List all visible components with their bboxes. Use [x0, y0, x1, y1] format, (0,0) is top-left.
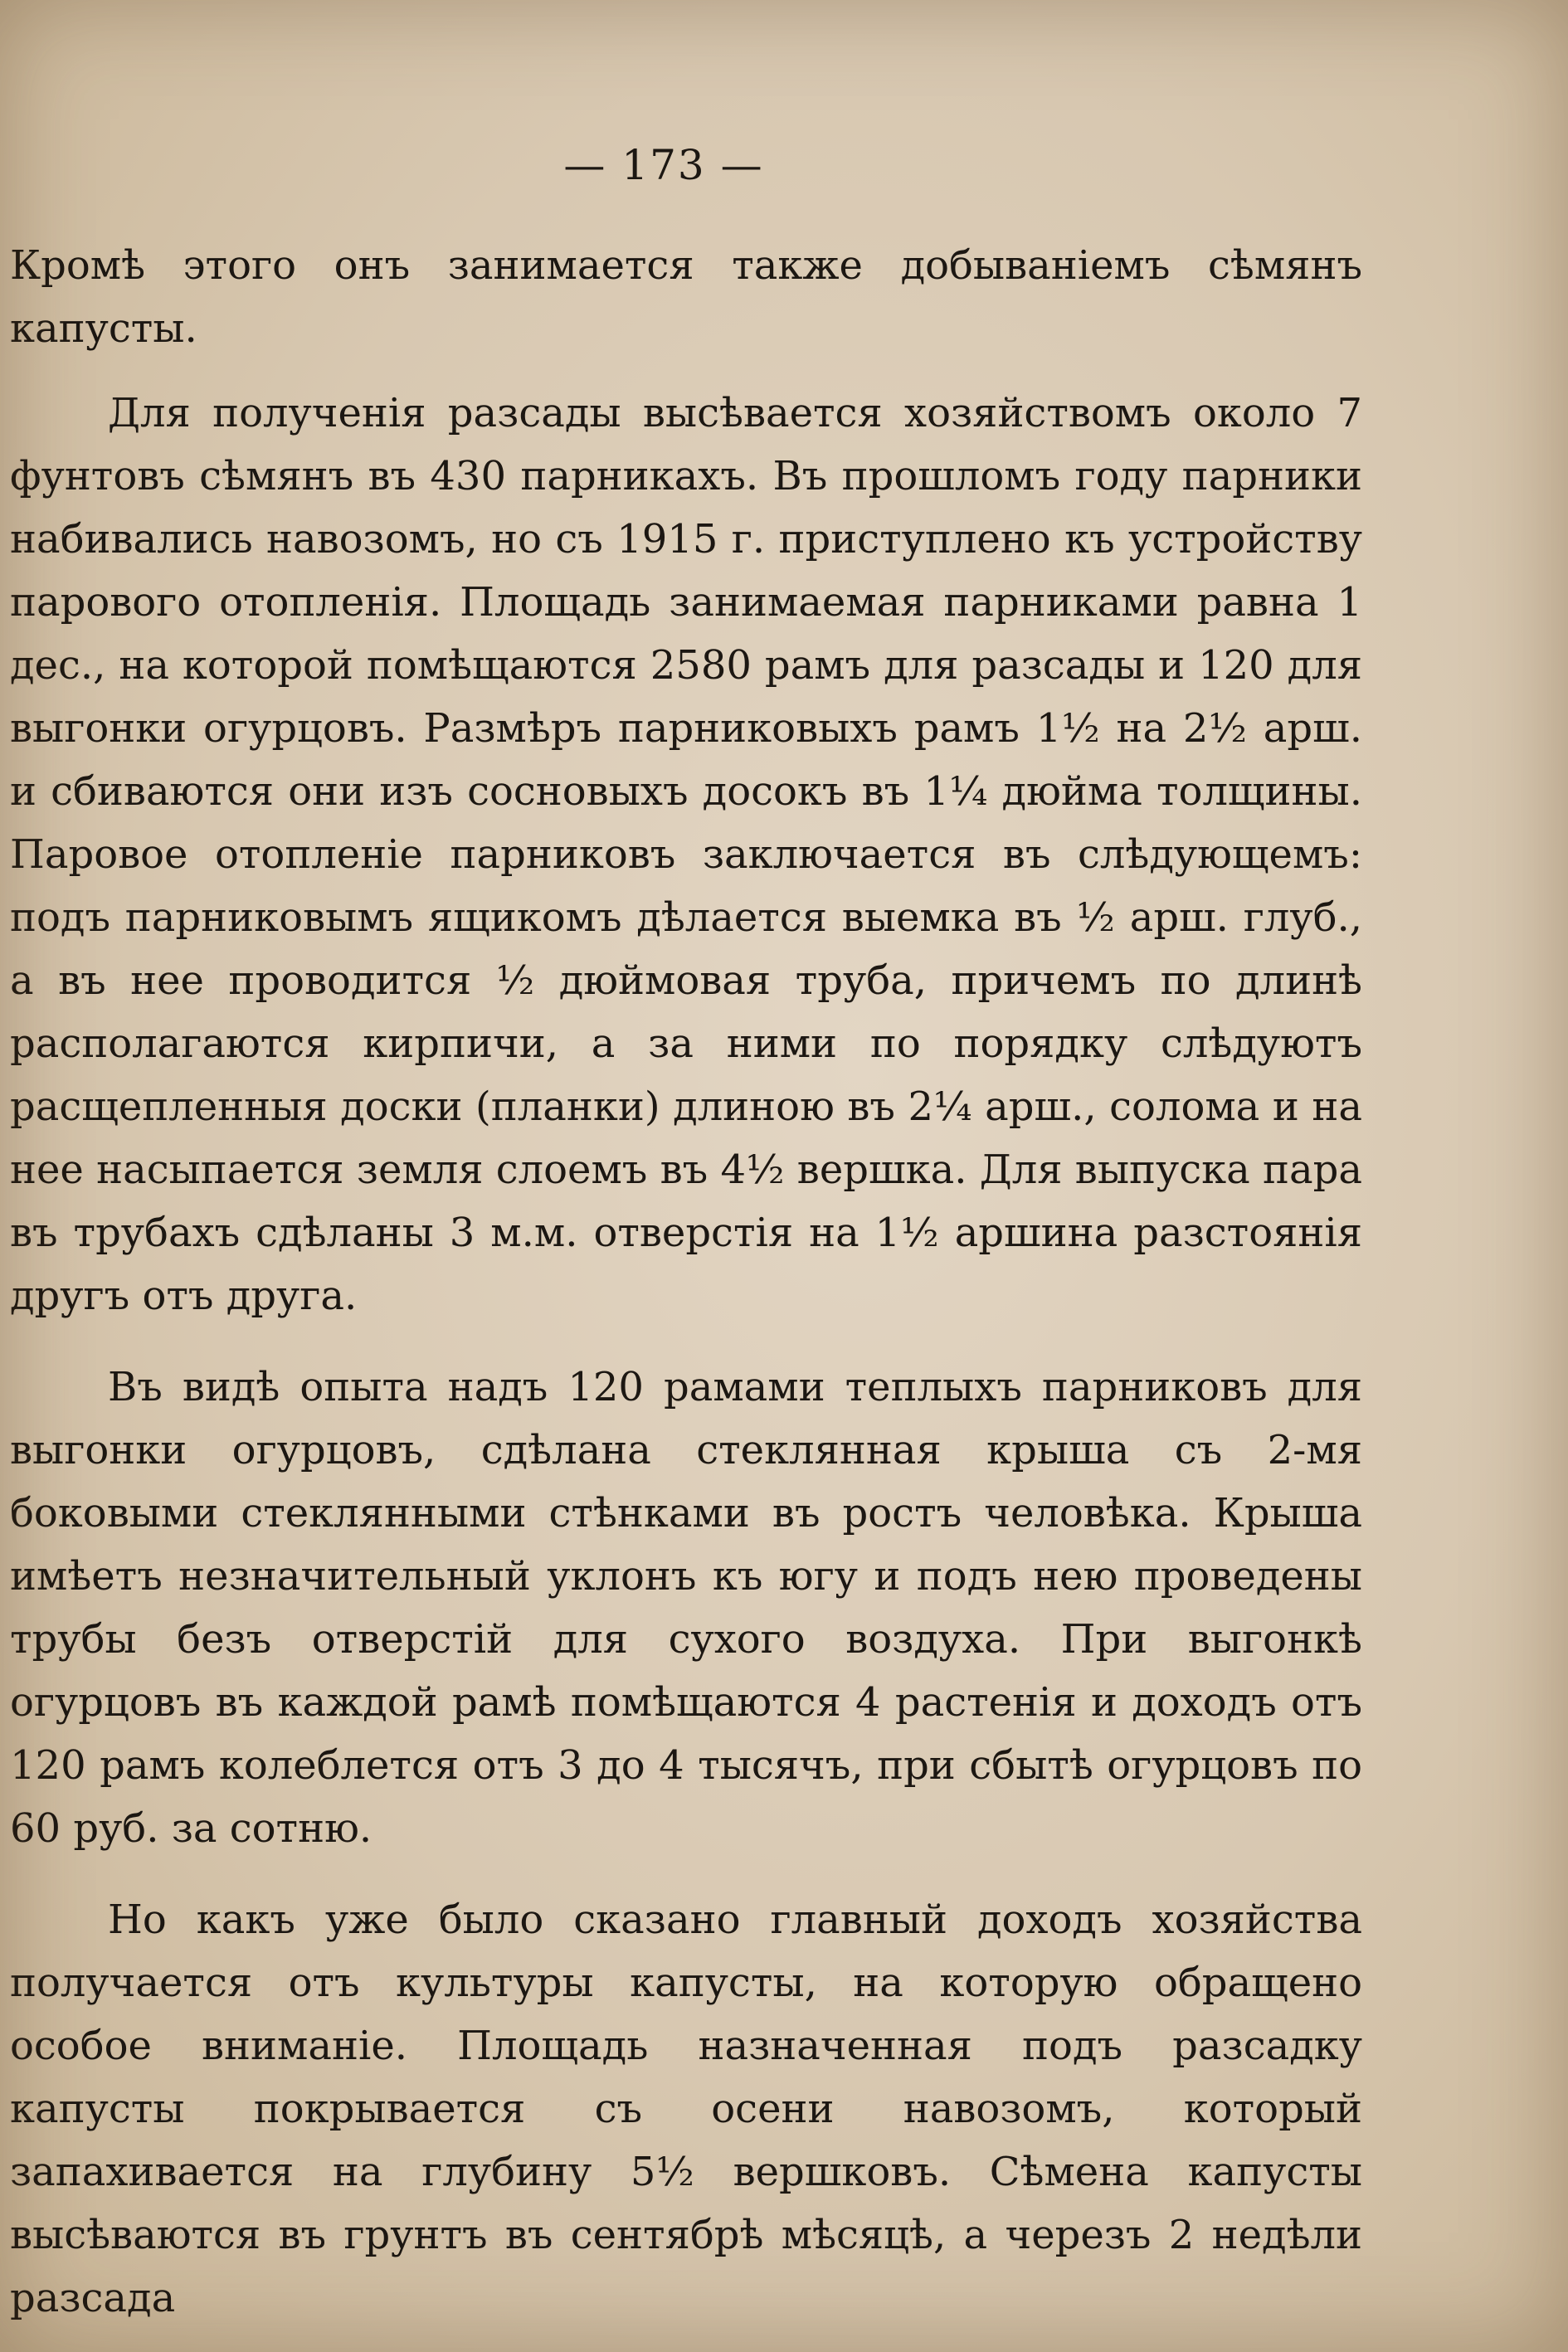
paragraph-4: Но какъ уже было сказано главный доходъ хозяйства получается отъ культуры капусты, на которую обращено особое вниманіе. Площадь назначенная подъ разсадку капусты покрывается съ осени навозомъ, который запахивается на глубину 5½ вершковъ. Сѣмена капусты высѣваются въ грунтъ въ сентябрѣ мѣсяцѣ, а черезъ 2 недѣли разсада	[10, 1897, 1362, 2321]
page-number: — 173 —	[563, 141, 764, 189]
paragraph-3: Въ видѣ опыта надъ 120 рамами теплыхъ парниковъ для выгонки огурцовъ, сдѣлана стеклянная крыша съ 2-мя боковыми стеклянными стѣнками въ ростъ человѣка. Крыша имѣетъ незначительный уклонъ къ югу и подъ нею проведены трубы безъ отверстій для сухого воздуха. При выгонкѣ огурцовъ въ каждой рамѣ помѣщаются 4 растенія и доходъ отъ 120 рамъ колеблется отъ 3 до 4 тысячъ, при сбытѣ огурцовъ по 60 руб. за сотню.	[10, 1364, 1362, 1852]
paragraph-1: Кромѣ этого онъ занимается также добываніемъ сѣмянъ капусты.	[10, 242, 1362, 352]
paragraph-2: Для полученія разсады высѣвается хозяйствомъ около 7 фунтовъ сѣмянъ въ 430 парникахъ. Въ прошломъ году парники набивались навозомъ, но съ 1915 г. приступлено къ устройству парового отопленія. Площадь занимаемая парниками равна 1 дес., на которой помѣщаются 2580 рамъ для разсады и 120 для выгонки огурцовъ. Размѣръ парниковыхъ рамъ 1½ на 2½ арш. и сбиваются они изъ сосновыхъ досокъ въ 1¼ дюйма толщины. Паровое отопленіе парниковъ заключается въ слѣдующемъ: подъ парниковымъ ящикомъ дѣлается выемка въ ½ арш. глуб., а въ нее проводится ½ дюймовая труба, причемъ по длинѣ располагаются кирпичи, а за ними по порядку слѣдуютъ расщепленныя доски (планки) длиною въ 2¼ арш., солома и на нее насыпается земля слоемъ въ 4½ вершка. Для выпуска пара въ трубахъ сдѣланы 3 м.м. отверстія на 1½ аршина разстоянія другъ отъ друга.	[10, 390, 1362, 1319]
body-text	[10, 234, 1362, 2330]
